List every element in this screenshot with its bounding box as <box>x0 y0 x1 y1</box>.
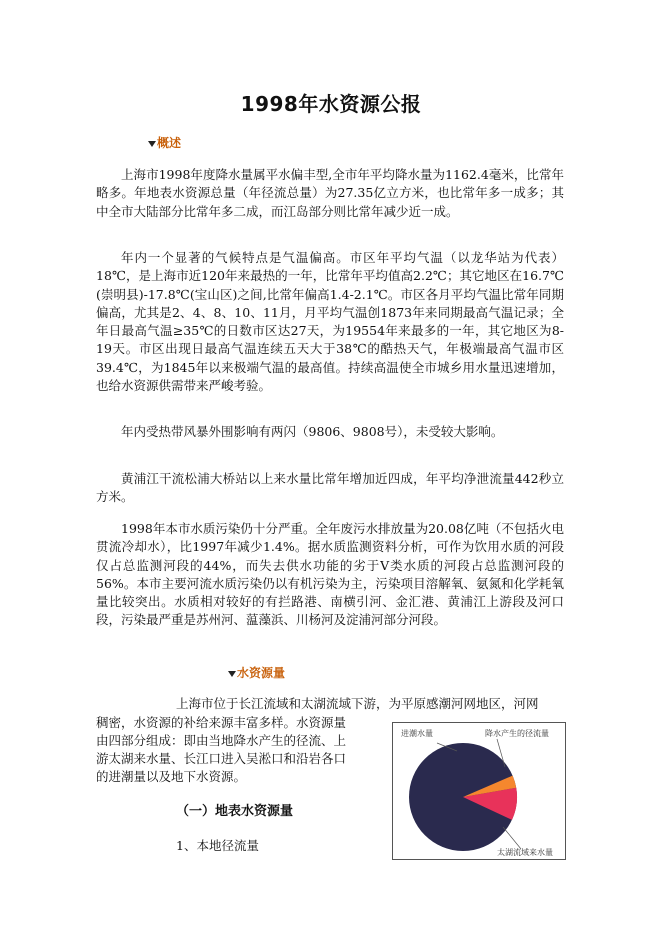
figure-label-tide: 进潮水量 <box>401 729 433 738</box>
subsection-heading-surface-water: （一）地表水资源量 <box>176 804 294 819</box>
water-intro-line-4: 游太湖来水量、长江口进入吴淞口和沿岩各口 <box>96 751 347 766</box>
overview-paragraph-2: 年内一个显著的气候特点是气温偏高。市区年平均气温（以龙华站为代表）18℃，是上海市近120年来最热的一年，比常年平均值高2.2℃；其它地区在16.7℃(崇明县)-17.8℃(宝山区)之间,比常年偏高1.4-2.1℃。市区各月平均气温比常年同期偏高，尤其是2、4、8、10、11月，月平均气温创1873年来同期最高气温记录；全年日最高气温≥35℃的日数市区达27天，为19554年来最多的一年，其它地区为8-19天。市区出现日最高气温连续五天大于38℃的酷热天气，年极端最高气温市区39.4℃，为1845年以来极端气温的最高值。持续高温使全市城乡用水量迅速增加，也给水资源供需带来严峻考验。 <box>96 250 564 394</box>
water-intro-line-2: 稠密，水资源的补给来源丰富多样。水资源量 <box>96 715 347 730</box>
section-heading-label: 水资源量 <box>237 666 286 680</box>
leader-line-taihu <box>503 827 521 849</box>
water-intro-line-5: 的进潮量以及地下水资源。 <box>96 769 247 784</box>
water-intro-line-3: 由四部分组成：即由当地降水产生的径流、上 <box>96 733 347 748</box>
water-intro-line-1: 上海市位于长江流域和太湖流域下游，为平原感潮河网地区，河网 <box>176 696 539 711</box>
figure-label-taihu: 太湖流域来水量 <box>497 848 553 857</box>
list-item-local-runoff: 1、本地径流量 <box>176 838 259 853</box>
overview-paragraph-5: 1998年本市水质污染仍十分严重。全年废污水排放量为20.08亿吨（不包括火电贯流冷却水），比1997年减少1.4%。据水质监测资料分析，可作为饮用水质的河段仅占总监测河段的44%，而失去供水功能的劣于Ⅴ类水质的河段占总监测河段的56%。本市主要河流水质污染仍以有机污染为主，污染项目溶解氧、氨氮和化学耗氧量比较突出。水质相对较好的有拦路港、南横引河、金汇港、黄浦江上游段及河口段，污染最严重是苏州河、蕰藻浜、川杨河及淀浦河部分河段。 <box>96 521 564 628</box>
overview-paragraph-1: 上海市1998年度降水量属平水偏丰型,全市年平均降水量为1162.4毫米，比常年略多。年地表水资源总量（年径流总量）为27.35亿立方米，也比常年多一成多；其中全市大陆部分比常年多二成，而江岛部分则比常年减少近一成。 <box>96 167 564 219</box>
collapse-triangle-icon <box>228 671 236 677</box>
section-heading-label: 概述 <box>157 136 182 150</box>
overview-paragraph-4: 黄浦江干流松浦大桥站以上来水量比常年增加近四成，年平均净泄流量442秒立方米。 <box>96 471 564 505</box>
collapse-triangle-icon <box>148 141 156 147</box>
section-heading-overview[interactable] <box>148 134 181 151</box>
page-title: 1998年水资源公报 <box>240 92 422 116</box>
figure-label-runoff: 降水产生的径流量 <box>485 729 549 738</box>
overview-paragraph-3: 年内受热带风暴外围影响有两闪（9806、9808号），未受较大影响。 <box>121 424 504 439</box>
pie-chart-svg <box>393 723 565 859</box>
section-heading-water-resources[interactable] <box>228 664 285 681</box>
water-composition-pie-figure <box>392 722 566 860</box>
